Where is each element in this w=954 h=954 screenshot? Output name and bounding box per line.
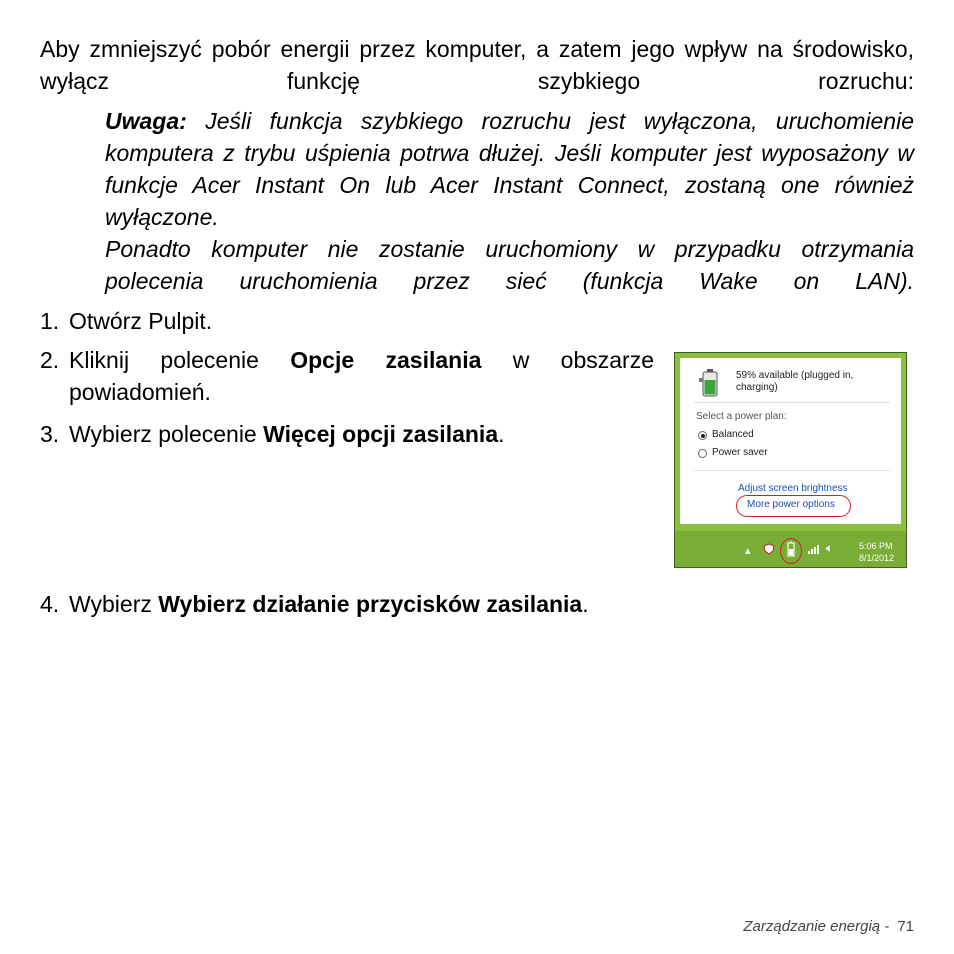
radio-power-saver[interactable]	[698, 449, 707, 458]
step-text-bold: Wybierz działanie przycisków zasilania	[158, 591, 583, 617]
footer-section: Zarządzanie energią -	[743, 918, 890, 935]
network-icon[interactable]	[807, 543, 819, 555]
step-text-pre: Wybierz	[69, 591, 159, 617]
page-number: 71	[897, 918, 914, 935]
note-paragraph-2: Ponadto komputer nie zostanie uruchomiony w przypadku otrzymania polecenia uruchomienia przez sieć (funkcja Wake on LAN).	[105, 236, 914, 294]
intro-paragraph: Aby zmniejszyć pobór energii przez komputer, a zatem jego wpływ na środowisko, wyłącz funkcję szybkiego rozruchu:	[40, 36, 914, 94]
step-text	[69, 344, 654, 408]
battery-status-line-2: charging)	[736, 382, 778, 393]
note-label: Uwaga:	[105, 108, 187, 134]
step-text: Otwórz Pulpit.	[69, 308, 213, 334]
step-2	[40, 344, 654, 408]
step-text-post: w obszarze powiadomień.	[69, 347, 654, 405]
highlight-circle	[736, 495, 851, 517]
shield-icon[interactable]	[763, 543, 775, 555]
divider	[694, 402, 890, 403]
clock-date: 8/1/2012	[858, 553, 894, 563]
more-power-options-link[interactable]: More power options	[747, 499, 835, 510]
battery-status	[736, 370, 886, 394]
plan-power-saver-label[interactable]: Power saver	[712, 447, 768, 458]
chevron-up-icon[interactable]: ▴	[745, 545, 751, 557]
radio-balanced[interactable]	[698, 431, 707, 440]
step-text-pre: Kliknij polecenie	[69, 347, 291, 373]
clock-time: 5:06 PM	[858, 541, 893, 551]
adjust-brightness-link[interactable]: Adjust screen brightness	[738, 483, 848, 494]
battery-status-line-1: 59% available (plugged in,	[736, 370, 854, 381]
step-number: 3.	[40, 421, 60, 447]
step-text	[69, 588, 589, 620]
highlight-circle	[780, 538, 802, 564]
step-text	[69, 418, 505, 450]
taskbar-clock[interactable]	[859, 540, 894, 564]
step-text-post: .	[498, 421, 505, 447]
plan-balanced-label[interactable]: Balanced	[712, 429, 754, 440]
note-block	[105, 105, 914, 297]
battery-charging-icon	[699, 368, 721, 398]
step-text-pre: Wybierz polecenie	[69, 421, 264, 447]
plan-label: Select a power plan:	[696, 411, 787, 422]
volume-icon[interactable]: 🔈︎	[826, 541, 834, 555]
step-number: 2.	[40, 347, 60, 373]
note-paragraph-1	[105, 105, 914, 233]
page-footer	[743, 918, 914, 935]
step-text-bold: Opcje zasilania	[290, 347, 482, 373]
note-text-1: Jeśli funkcja szybkiego rozruchu jest wyłączona, uruchomienie komputera z trybu uśpienia potrwa dłużej. Jeśli komputer jest wyposażony w funkcje Acer Instant On lub Acer Instant Connect, zostaną one również wyłączone.	[105, 108, 914, 230]
power-popup	[680, 358, 901, 524]
step-text-bold: Więcej opcji zasilania	[263, 421, 499, 447]
taskbar	[675, 531, 906, 567]
step-text-post: .	[582, 591, 589, 617]
power-tray-screenshot	[674, 352, 907, 568]
divider	[694, 470, 890, 471]
step-number: 1.	[40, 308, 60, 334]
step-number: 4.	[40, 591, 60, 617]
